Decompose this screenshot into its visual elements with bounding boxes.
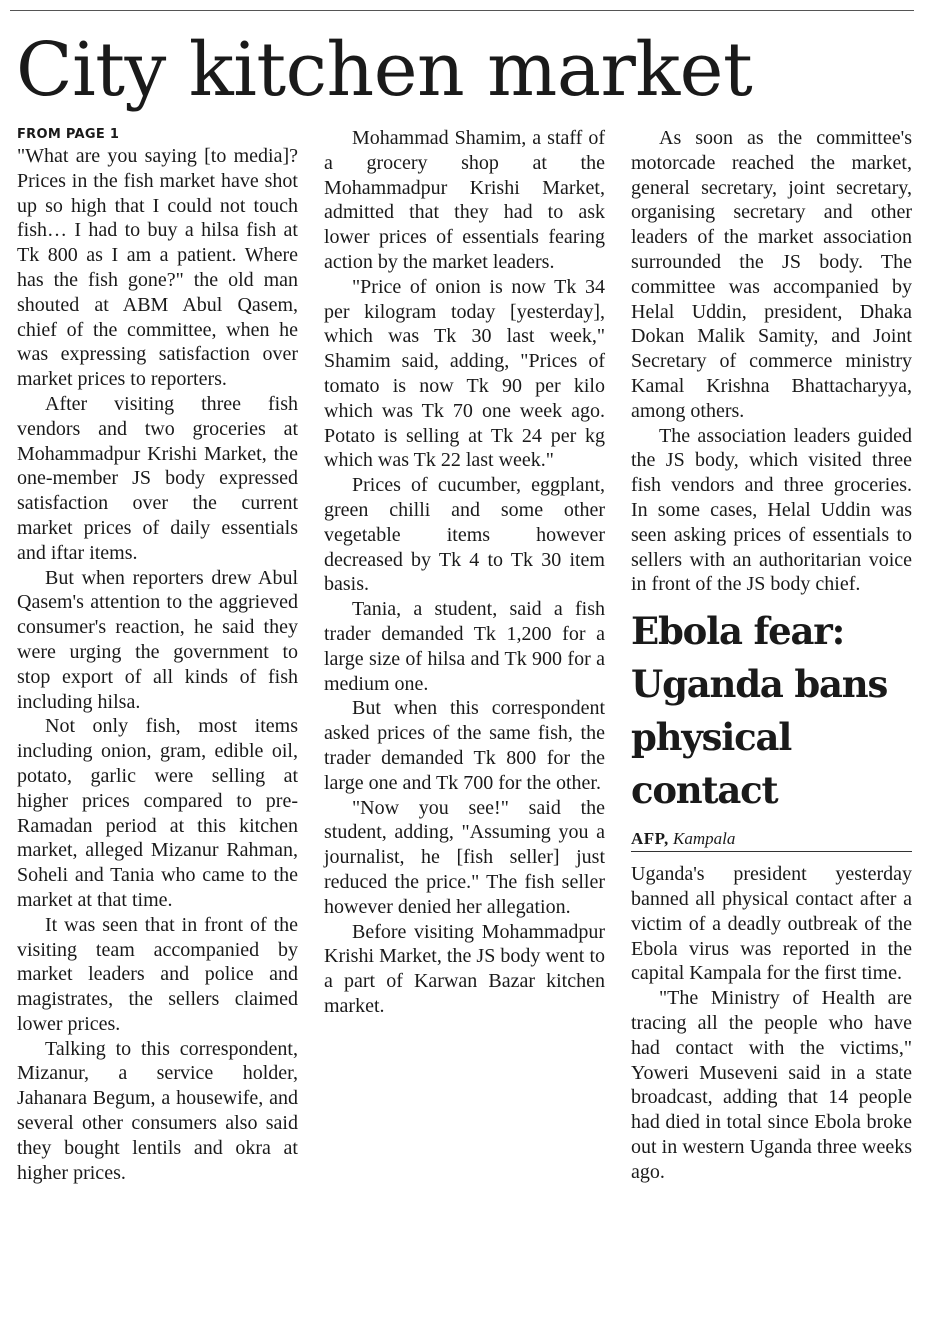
article-paragraph: "What are you saying [to media]? Prices in the fish market have shot up so high that I could not touch fish… I had to buy a hilsa fish at Tk 800 as I am a patient. Where has the fish gone?" the old man shouted at ABM Abul Qasem, chief of the committee, when he was expressing satisfaction over market prices to reporters. (17, 145, 298, 391)
article-paragraph: The association leaders guided the JS body, which visited three fish vendors and three groceries. In some cases, Helal Uddin was seen asking prices of essentials to sellers with an authoritarian voice in front of the JS body chief. (631, 424, 912, 596)
ebola-headline: Ebola fear: Uganda bans physical contact (631, 609, 888, 813)
main-headline: City kitchen market (16, 27, 753, 113)
article-paragraph: "Now you see!" said the student, adding, "Assuming you a journalist, he [fish seller] just reduced the price." The fish seller however denied her allegation. (324, 796, 605, 918)
article-paragraph: Tania, a student, said a fish trader demanded Tk 1,200 for a large size of hilsa and Tk 900 for a medium one. (324, 598, 605, 695)
byline (631, 827, 912, 851)
byline-place: Kampala (673, 829, 736, 849)
article-paragraph: Mohammad Shamim, a staff of a grocery shop at the Mohammadpur Krishi Market, admitted that they had to ask lower prices of essentials fearing action by the market leaders. (324, 127, 605, 273)
article-paragraph: As soon as the committee's motorcade reached the market, general secretary, joint secretary, organising secretary and other leaders of the market association surrounded the JS body. The committee was accompanied by Helal Uddin, president, Dhaka Dokan Malik Samity, and Joint Secretary of commerce ministry Kamal Krishna Bhattacharyya, among others. (631, 127, 912, 422)
byline-divider (631, 851, 912, 852)
article-paragraph: "The Ministry of Health are tracing all the people who have had contact with the victims," Yoweri Museveni said in a state broadcast, adding that 14 people had died in total since Ebola broke out in western Uganda three weeks ago. (631, 987, 912, 1183)
from-page-kicker: FROM PAGE 1 (17, 127, 120, 142)
article-paragraph: But when reporters drew Abul Qasem's attention to the aggrieved consumer's reaction, he said they were urging the government to stop export of all kinds of fish including hilsa. (17, 566, 298, 713)
article-column-3 (631, 126, 912, 1185)
article-paragraph: But when this correspondent asked prices of the same fish, the trader demanded Tk 800 for the large one and Tk 700 for the other. (324, 697, 605, 794)
article-paragraph: Uganda's president yesterday banned all physical contact after a victim of a deadly outbreak of the Ebola virus was reported in the capital Kampala for the first time. (631, 863, 912, 985)
article-paragraph: It was seen that in front of the visiting team accompanied by market leaders and police and magistrates, the sellers claimed lower prices. (17, 913, 298, 1035)
article-paragraph: Before visiting Mohammadpur Krishi Market, the JS body went to a part of Karwan Bazar kitchen market. (324, 920, 605, 1017)
article-column-2 (324, 126, 605, 1019)
article-paragraph: After visiting three fish vendors and two groceries at Mohammadpur Krishi Market, the one-member JS body expressed satisfaction over the current market prices of daily essentials and iftar items. (17, 392, 298, 564)
article-paragraph: Talking to this correspondent, Mizanur, a service holder, Jahanara Begum, a housewife, and several other consumers also said they bought lentils and okra at higher prices. (17, 1037, 298, 1184)
article-paragraph: Prices of cucumber, eggplant, green chilli and some other vegetable items however decreased by Tk 4 to Tk 30 item basis. (324, 474, 605, 596)
byline-agency: AFP, (631, 829, 669, 849)
article-paragraph: "Price of onion is now Tk 34 per kilogram today [yesterday], which was Tk 30 last week," Shamim said, adding, "Prices of tomato is now Tk 90 per kilo which was Tk 70 one week ago. Potato is selling at Tk 24 per kg which was Tk 22 last week." (324, 275, 605, 472)
top-rule (10, 10, 914, 11)
article-column-1 (17, 126, 298, 1185)
article-paragraph: Not only fish, most items including onion, gram, edible oil, potato, garlic were selling at higher prices compared to pre-Ramadan period at this kitchen market, alleged Mizanur Rahman, Soheli and Tania who came to the market at that time. (17, 715, 298, 911)
